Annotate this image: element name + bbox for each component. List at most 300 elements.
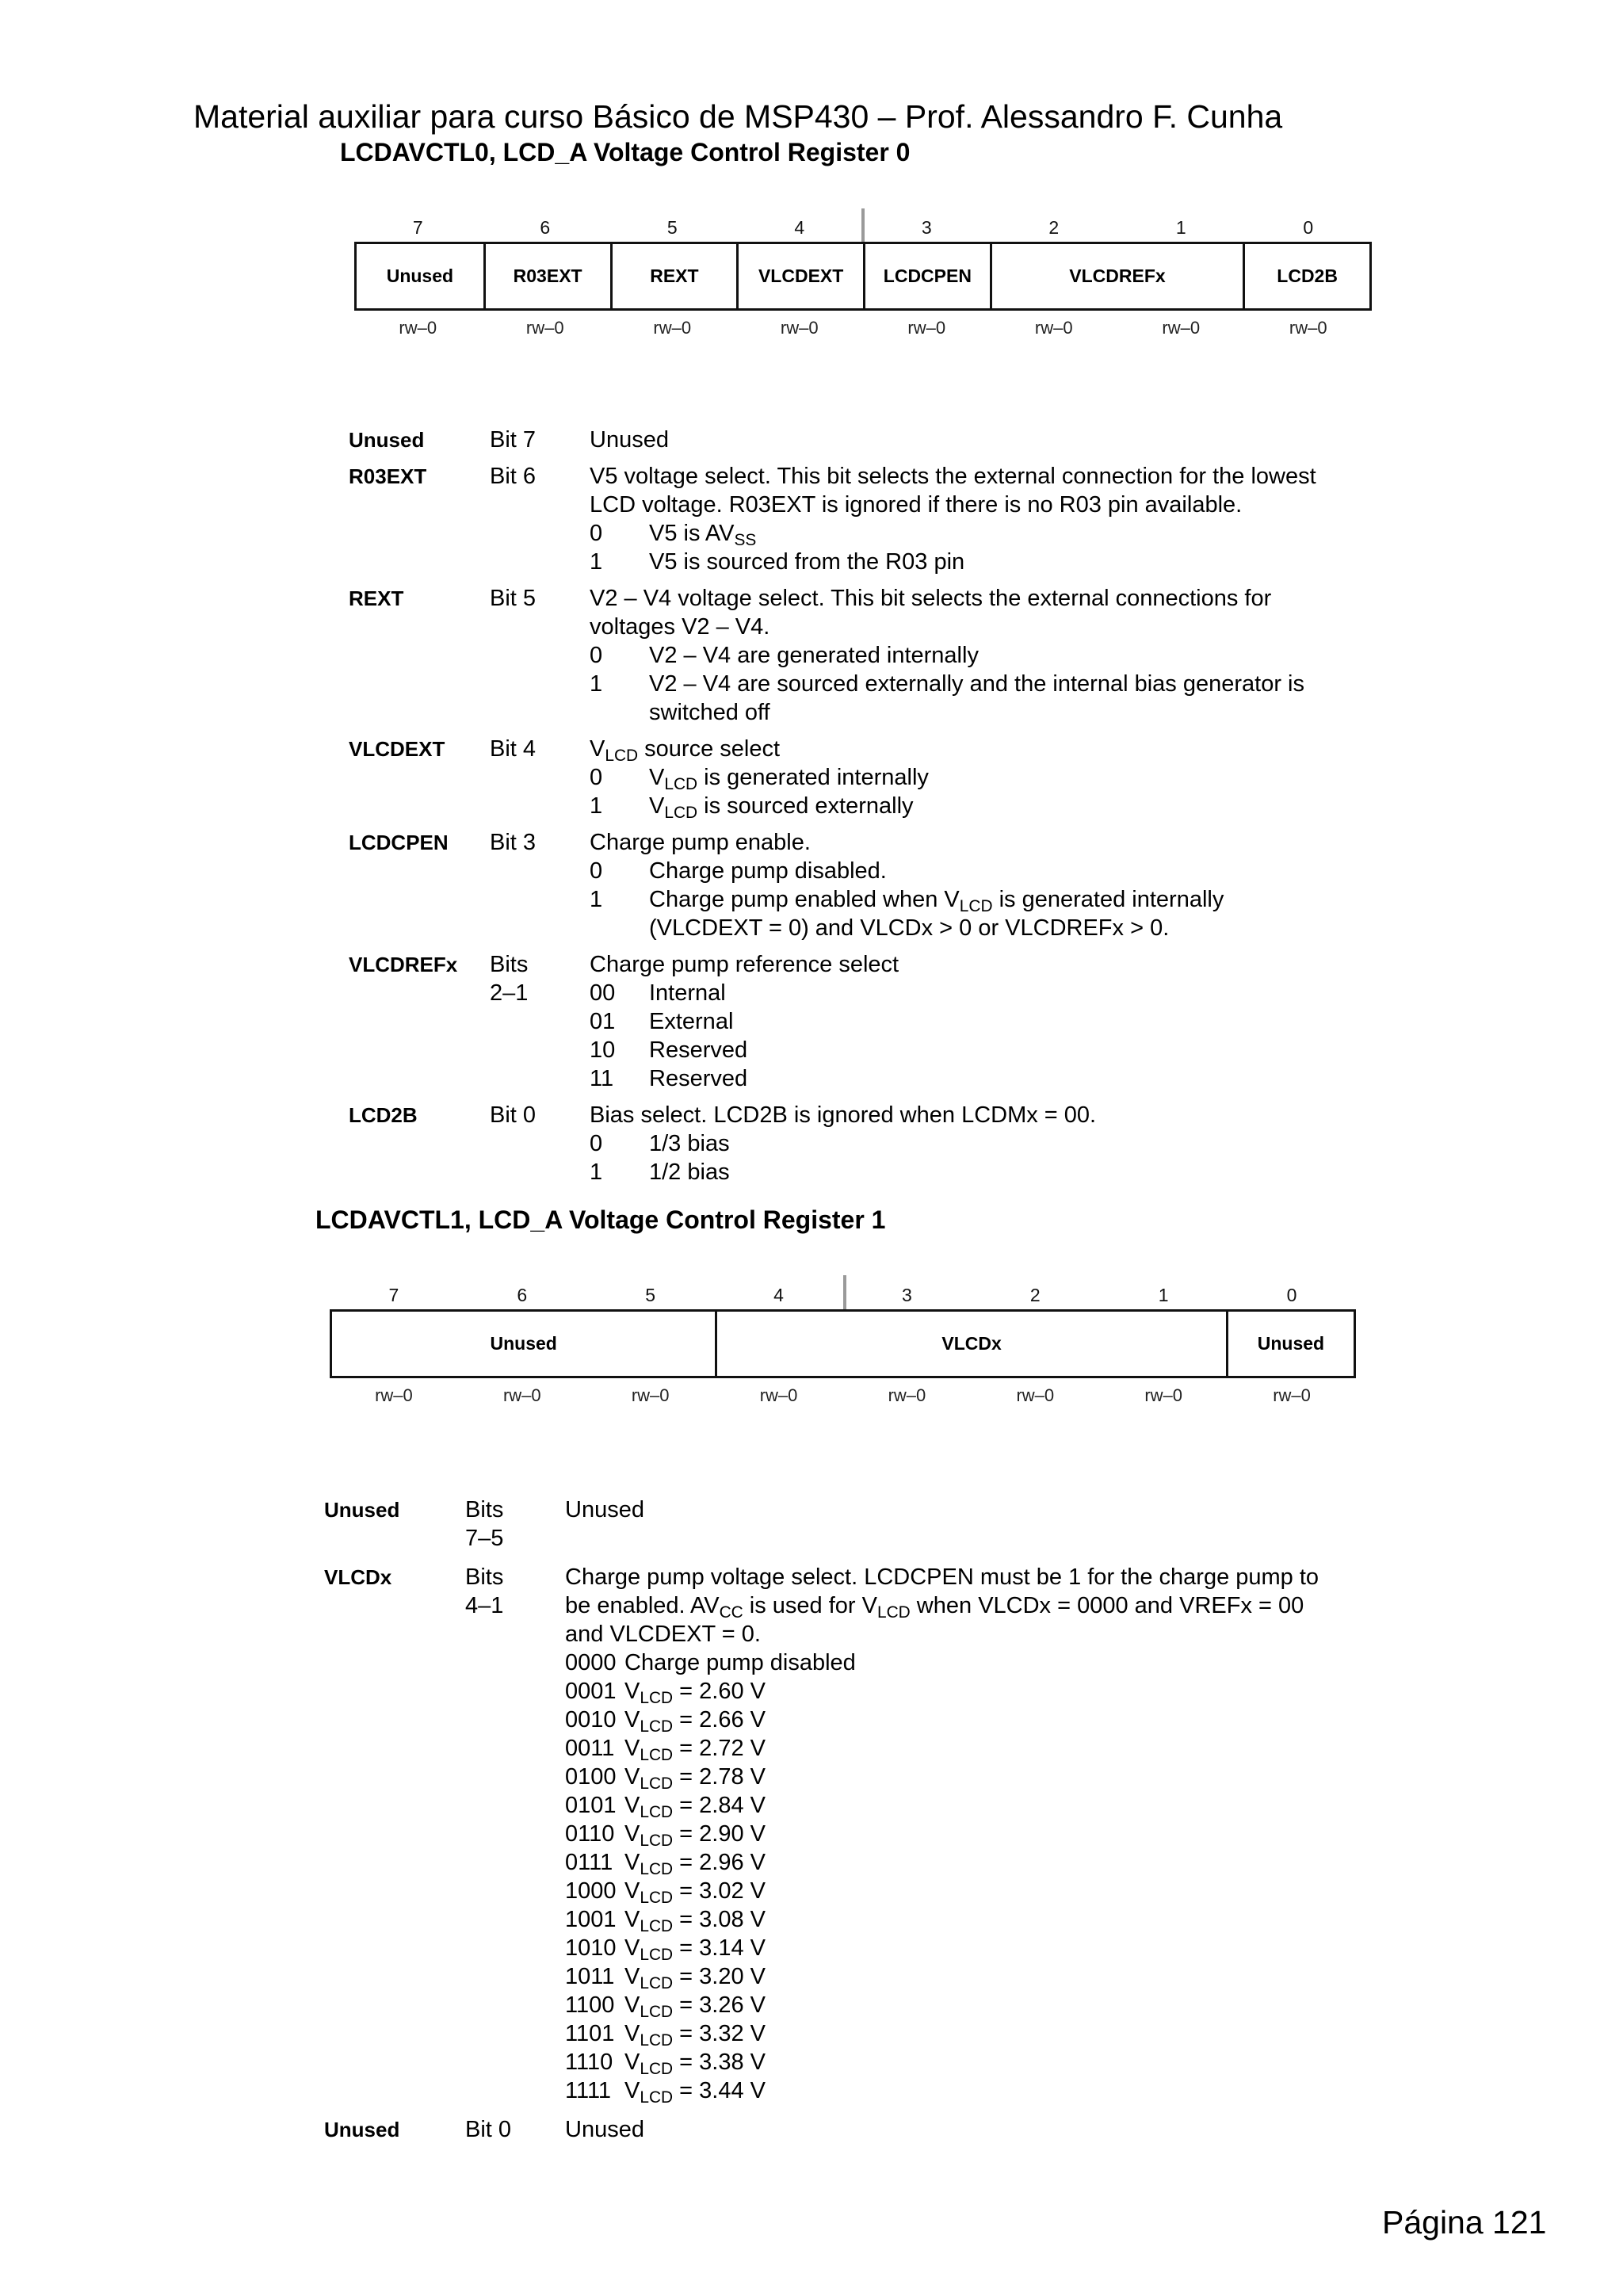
field-name: VLCDREFx: [349, 953, 458, 976]
text-segment: source select: [638, 736, 781, 762]
text-segment: V2 – V4 voltage select. This bit selects the external connections for: [590, 586, 1272, 611]
text-line: [590, 491, 1316, 519]
access-type: rw–0: [780, 318, 819, 338]
text-segment: Bias select. LCD2B is ignored when LCDMx = 00.: [590, 1102, 1097, 1128]
value-text: [649, 979, 726, 1007]
value-code: 1: [590, 887, 603, 912]
text-line: [649, 914, 1224, 942]
value-text: [624, 2076, 766, 2105]
text-line: [590, 1101, 1096, 1129]
value-text: [649, 1158, 730, 1186]
text-segment: V: [649, 765, 665, 790]
field-description: [565, 1496, 644, 1553]
field-description: [590, 462, 1316, 576]
value-text: [624, 1991, 766, 2019]
text-segment: V: [624, 2050, 640, 2075]
value-code: 0: [590, 858, 603, 884]
text-segment: 1/2 bias: [649, 1159, 730, 1185]
bit-number: 4: [773, 1285, 784, 1305]
value-code: 0: [590, 765, 603, 790]
text-segment: V: [624, 1935, 640, 1961]
text-segment: Reserved: [649, 1037, 748, 1063]
value-text: [649, 641, 979, 670]
value-row: [565, 1934, 1319, 1962]
page-header: Material auxiliar para curso Básico de MSP430 – Prof. Alessandro F. Cunha: [193, 98, 1283, 135]
access-row: [330, 1385, 1356, 1407]
subscript: LCD: [640, 2059, 674, 2078]
text-line: [649, 1064, 747, 1093]
field-bits: [465, 1496, 565, 1553]
value-text: [624, 1734, 766, 1763]
value-text: [649, 670, 1304, 727]
field-descriptions: [349, 426, 1316, 1194]
text-line: [649, 763, 929, 792]
value-row: [565, 1734, 1319, 1763]
value-text: [624, 2019, 766, 2048]
text-line: [649, 641, 979, 670]
subscript: LCD: [876, 1603, 911, 1622]
value-code: 1101: [565, 2021, 615, 2046]
access-type: rw–0: [907, 318, 946, 338]
access-type: rw–0: [888, 1385, 926, 1405]
bit-field-cell: Unused: [386, 266, 454, 286]
bit-range: Bit 0: [490, 1102, 537, 1128]
text-segment: = 2.78 V: [673, 1764, 766, 1790]
subscript: LCD: [640, 2088, 674, 2107]
field-bits: [490, 462, 590, 576]
value-code: 10: [590, 1037, 616, 1063]
field-bits: [490, 950, 590, 1093]
text-line: [649, 519, 756, 548]
text-line: [624, 1763, 766, 1791]
field-description: [590, 1101, 1096, 1186]
text-line: [624, 1962, 766, 1991]
field-entry: [349, 584, 1316, 727]
text-line: [624, 1677, 766, 1706]
value-code: 0: [590, 643, 603, 668]
field-name: R03EXT: [349, 464, 427, 488]
bit-field-cell: R03EXT: [483, 244, 610, 308]
text-segment: V: [590, 736, 605, 762]
value-text: [649, 1129, 730, 1158]
text-segment: V: [624, 1907, 640, 1932]
field-name: VLCDEXT: [349, 737, 445, 761]
text-segment: V5 is AV: [649, 521, 735, 546]
text-segment: V: [624, 2078, 640, 2103]
bit-number: 5: [645, 1285, 656, 1305]
bit-number: 1: [1175, 217, 1186, 238]
bit-number: 0: [1303, 217, 1314, 238]
subscript: LCD: [640, 1831, 674, 1850]
value-code: 1: [590, 549, 603, 575]
value-code: 1100: [565, 1992, 615, 2018]
bit-field-cell: LCDCPEN: [863, 244, 990, 308]
field-entry: [349, 426, 1316, 454]
text-line: [565, 2115, 644, 2144]
value-row: [565, 1905, 1319, 1934]
subscript: CC: [719, 1603, 743, 1622]
text-segment: V: [624, 1736, 640, 1761]
value-text: [649, 1007, 733, 1036]
text-segment: and VLCDEXT = 0.: [565, 1622, 761, 1647]
access-type: rw–0: [1273, 1385, 1311, 1405]
text-line: [565, 1620, 1319, 1648]
value-row: [565, 1677, 1319, 1706]
register-diagram: [330, 1309, 1356, 1378]
value-code: 01: [590, 1009, 616, 1034]
text-segment: V5 voltage select. This bit selects the external connection for the lowest: [590, 464, 1316, 489]
text-line: [624, 1905, 766, 1934]
value-code: 0110: [565, 1821, 615, 1847]
bit-field-cell: VLCDx: [715, 1312, 1226, 1376]
value-text: [624, 2048, 766, 2076]
value-code: 0011: [565, 1736, 615, 1761]
bit-number: 6: [540, 217, 551, 238]
value-text: [624, 1877, 766, 1905]
text-line: [624, 1991, 766, 2019]
text-segment: = 2.72 V: [673, 1736, 766, 1761]
value-text: [649, 548, 964, 576]
text-line: [590, 584, 1304, 613]
text-line: [649, 1129, 730, 1158]
bit-range: Bit 6: [490, 464, 537, 489]
text-segment: = 3.08 V: [673, 1907, 766, 1932]
text-segment: = 3.26 V: [673, 1992, 766, 2018]
bit-number: 3: [902, 1285, 912, 1305]
field-name: REXT: [349, 586, 404, 610]
text-segment: External: [649, 1009, 734, 1034]
bit-field-cell: REXT: [610, 244, 737, 308]
value-text: [649, 1036, 747, 1064]
access-type: rw–0: [653, 318, 692, 338]
access-type: rw–0: [1016, 1385, 1055, 1405]
text-segment: V5 is sourced from the R03 pin: [649, 549, 965, 575]
value-row: [590, 763, 929, 792]
bit-field-cell: VLCDEXT: [736, 244, 863, 308]
value-row: [565, 1991, 1319, 2019]
field-name: VLCDx: [324, 1565, 392, 1589]
bit-range: Bits: [465, 1497, 504, 1522]
value-row: [590, 1064, 899, 1093]
text-line: [649, 792, 914, 820]
field-description: [590, 735, 929, 820]
text-segment: = 3.44 V: [673, 2078, 766, 2103]
bit-number: 0: [1286, 1285, 1297, 1305]
field-bits: [490, 735, 590, 820]
subscript: LCD: [640, 1916, 674, 1935]
value-text: [649, 1064, 747, 1093]
field-entry: [349, 462, 1316, 576]
value-row: [565, 1877, 1319, 1905]
field-name: Unused: [324, 2118, 400, 2141]
text-line: [624, 1877, 766, 1905]
text-segment: = 2.66 V: [673, 1707, 766, 1733]
subscript: SS: [734, 530, 757, 549]
value-row: [565, 1820, 1319, 1848]
access-type: rw–0: [1034, 318, 1073, 338]
value-row: [565, 1706, 1319, 1734]
text-segment: V: [624, 2021, 640, 2046]
field-description: [590, 426, 669, 454]
text-segment: Charge pump voltage select. LCDCPEN must be 1 for the charge pump to: [565, 1564, 1319, 1590]
text-line: [624, 2076, 766, 2105]
text-line: [624, 1934, 766, 1962]
register-title: LCDAVCTL1, LCD_A Voltage Control Register 1: [315, 1205, 886, 1234]
field-description: [565, 1563, 1319, 2105]
value-text: [649, 763, 929, 792]
text-segment: Charge pump enabled when V: [649, 887, 960, 912]
text-segment: = 2.60 V: [673, 1679, 766, 1704]
bit-number: 7: [412, 217, 423, 238]
value-row: [590, 885, 1224, 942]
value-row: [565, 2076, 1319, 2105]
value-row: [590, 1036, 899, 1064]
text-segment: Reserved: [649, 1066, 748, 1091]
text-segment: V: [624, 1764, 640, 1790]
text-segment: is used for V: [743, 1593, 877, 1618]
text-line: [624, 2048, 766, 2076]
bit-number: 6: [517, 1285, 528, 1305]
text-line: [565, 1591, 1319, 1620]
bit-field-cell: LCD2B: [1243, 244, 1369, 308]
value-row: [590, 979, 899, 1007]
value-text: [624, 1962, 766, 1991]
text-segment: V: [624, 1821, 640, 1847]
field-entry: [324, 2115, 1319, 2144]
value-code: 0001: [565, 1679, 617, 1704]
text-segment: is generated internally: [697, 765, 929, 790]
text-segment: V: [624, 1679, 640, 1704]
text-line: [590, 613, 1304, 641]
text-segment: be enabled. AV: [565, 1593, 720, 1618]
text-segment: Unused: [590, 427, 669, 453]
value-code: 0010: [565, 1707, 617, 1733]
subscript: LCD: [959, 896, 993, 915]
text-segment: V: [624, 1964, 640, 1989]
text-line: [624, 1734, 766, 1763]
text-line: [624, 1648, 856, 1677]
subscript: LCD: [640, 1745, 674, 1764]
value-code: 0000: [565, 1650, 617, 1675]
bit-field-cell: VLCDREFx: [990, 244, 1243, 308]
text-line: [649, 857, 887, 885]
value-text: [649, 857, 887, 885]
text-line: [590, 462, 1316, 491]
text-segment: Charge pump disabled: [624, 1650, 856, 1675]
text-segment: Charge pump enable.: [590, 830, 811, 855]
text-segment: = 2.96 V: [673, 1850, 766, 1875]
value-text: [624, 1820, 766, 1848]
subscript: LCD: [640, 2002, 674, 2021]
value-code: 1000: [565, 1878, 617, 1904]
text-segment: V: [624, 1850, 640, 1875]
text-line: [624, 1820, 766, 1848]
bit-range: Bit 4: [490, 736, 537, 762]
value-code: 0: [590, 1131, 603, 1156]
field-bits: [465, 1563, 565, 2105]
text-line: [624, 1706, 766, 1734]
bit-range: 7–5: [465, 1526, 504, 1551]
text-segment: = 3.14 V: [673, 1935, 766, 1961]
text-segment: LCD voltage. R03EXT is ignored if there is no R03 pin available.: [590, 492, 1243, 518]
bit-range: Bit 5: [490, 586, 537, 611]
text-line: [649, 1158, 730, 1186]
value-text: [624, 1763, 766, 1791]
value-row: [590, 1007, 899, 1036]
value-row: [590, 641, 1304, 670]
value-text: [624, 1677, 766, 1706]
value-row: [565, 1791, 1319, 1820]
text-line: [590, 426, 669, 454]
text-segment: Unused: [565, 2117, 644, 2142]
value-row: [590, 670, 1304, 727]
bit-number: 1: [1158, 1285, 1169, 1305]
value-code: 0100: [565, 1764, 617, 1790]
access-type: rw–0: [759, 1385, 798, 1405]
value-row: [590, 519, 1316, 548]
value-code: 1110: [565, 2050, 613, 2075]
value-text: [649, 792, 914, 820]
subscript: LCD: [640, 1774, 674, 1793]
subscript: LCD: [664, 803, 698, 822]
value-code: 0101: [565, 1793, 617, 1818]
value-text: [624, 1934, 766, 1962]
text-segment: Internal: [649, 980, 726, 1006]
value-row: [590, 548, 1316, 576]
value-row: [590, 792, 929, 820]
subscript: LCD: [640, 1802, 674, 1821]
access-type: rw–0: [1162, 318, 1201, 338]
value-text: [624, 1905, 766, 1934]
bit-range: 2–1: [490, 980, 529, 1006]
access-type: rw–0: [525, 318, 564, 338]
bit-range: Bit 7: [490, 427, 537, 453]
value-row: [565, 1962, 1319, 1991]
subscript: LCD: [640, 1945, 674, 1964]
text-line: [649, 885, 1224, 914]
field-entry: [324, 1563, 1319, 2105]
text-segment: when VLCDx = 0000 and VREFx = 00: [910, 1593, 1304, 1618]
value-text: [624, 1791, 766, 1820]
value-code: 1: [590, 671, 603, 697]
text-segment: V: [624, 1707, 640, 1733]
bit-number: 5: [666, 217, 678, 238]
subscript: LCD: [664, 774, 698, 793]
access-type: rw–0: [1144, 1385, 1183, 1405]
text-line: [565, 1563, 1319, 1591]
bit-number: 7: [388, 1285, 399, 1305]
value-row: [565, 2019, 1319, 2048]
value-row: [590, 1129, 1096, 1158]
value-text: [649, 519, 756, 548]
field-bits: [490, 828, 590, 942]
bit-range: Bits: [490, 952, 529, 977]
bit-number: 4: [794, 217, 805, 238]
field-bits: [465, 2115, 565, 2144]
text-segment: V: [624, 1992, 640, 2018]
field-entry: [349, 828, 1316, 942]
text-segment: switched off: [649, 700, 770, 725]
register-title: LCDAVCTL0, LCD_A Voltage Control Register 0: [340, 138, 911, 166]
value-code: 0111: [565, 1850, 613, 1875]
field-entry: [349, 735, 1316, 820]
text-line: [590, 950, 899, 979]
nibble-separator: [843, 1275, 846, 1309]
text-line: [624, 1848, 766, 1877]
text-line: [649, 1007, 733, 1036]
access-row: [354, 317, 1372, 339]
value-row: [565, 1648, 1319, 1677]
bit-number: 2: [1048, 217, 1060, 238]
access-type: rw–0: [399, 318, 437, 338]
bit-range: 4–1: [465, 1593, 504, 1618]
text-segment: 1/3 bias: [649, 1131, 730, 1156]
page-number: Página 121: [1382, 2204, 1547, 2241]
text-line: [590, 735, 929, 763]
value-code: 1010: [565, 1935, 617, 1961]
value-text: [624, 1706, 766, 1734]
field-description: [590, 950, 899, 1093]
field-description: [565, 2115, 644, 2144]
bit-field-cell: Unused: [490, 1333, 557, 1354]
field-descriptions: [324, 1496, 1319, 2154]
field-name: LCDCPEN: [349, 831, 449, 854]
access-type: rw–0: [375, 1385, 413, 1405]
subscript: LCD: [640, 1973, 674, 1992]
value-text: [624, 1648, 856, 1677]
value-code: 1: [590, 793, 603, 819]
field-name: Unused: [349, 428, 425, 452]
value-code: 00: [590, 980, 616, 1006]
access-type: rw–0: [1289, 318, 1327, 338]
text-segment: V2 – V4 are sourced externally and the internal bias generator is: [649, 671, 1304, 697]
field-name: Unused: [324, 1498, 400, 1522]
text-line: [649, 670, 1304, 698]
value-code: 1001: [565, 1907, 617, 1932]
text-line: [624, 1791, 766, 1820]
text-segment: = 2.90 V: [673, 1821, 766, 1847]
text-line: [649, 698, 1304, 727]
text-segment: V2 – V4 are generated internally: [649, 643, 979, 668]
text-segment: Unused: [565, 1497, 644, 1522]
value-row: [565, 1763, 1319, 1791]
bit-range: Bit 0: [465, 2117, 512, 2142]
field-bits: [490, 584, 590, 727]
text-segment: is sourced externally: [697, 793, 914, 819]
text-segment: = 3.38 V: [673, 2050, 766, 2075]
field-entry: [324, 1496, 1319, 1553]
bit-range: Bit 3: [490, 830, 537, 855]
field-bits: [490, 1101, 590, 1186]
text-segment: V: [624, 1793, 640, 1818]
text-line: [590, 828, 1224, 857]
bit-number: 3: [921, 217, 932, 238]
field-bits: [490, 426, 590, 454]
subscript: LCD: [640, 1717, 674, 1736]
text-segment: = 3.20 V: [673, 1964, 766, 1989]
field-description: [590, 584, 1304, 727]
text-segment: V: [624, 1878, 640, 1904]
value-code: 1111: [565, 2078, 612, 2103]
text-segment: = 3.32 V: [673, 2021, 766, 2046]
subscript: LCD: [640, 2030, 674, 2050]
text-line: [624, 2019, 766, 2048]
nibble-separator: [861, 208, 865, 242]
value-row: [565, 2048, 1319, 2076]
value-text: [649, 885, 1224, 942]
subscript: LCD: [640, 1859, 674, 1878]
field-entry: [349, 1101, 1316, 1186]
